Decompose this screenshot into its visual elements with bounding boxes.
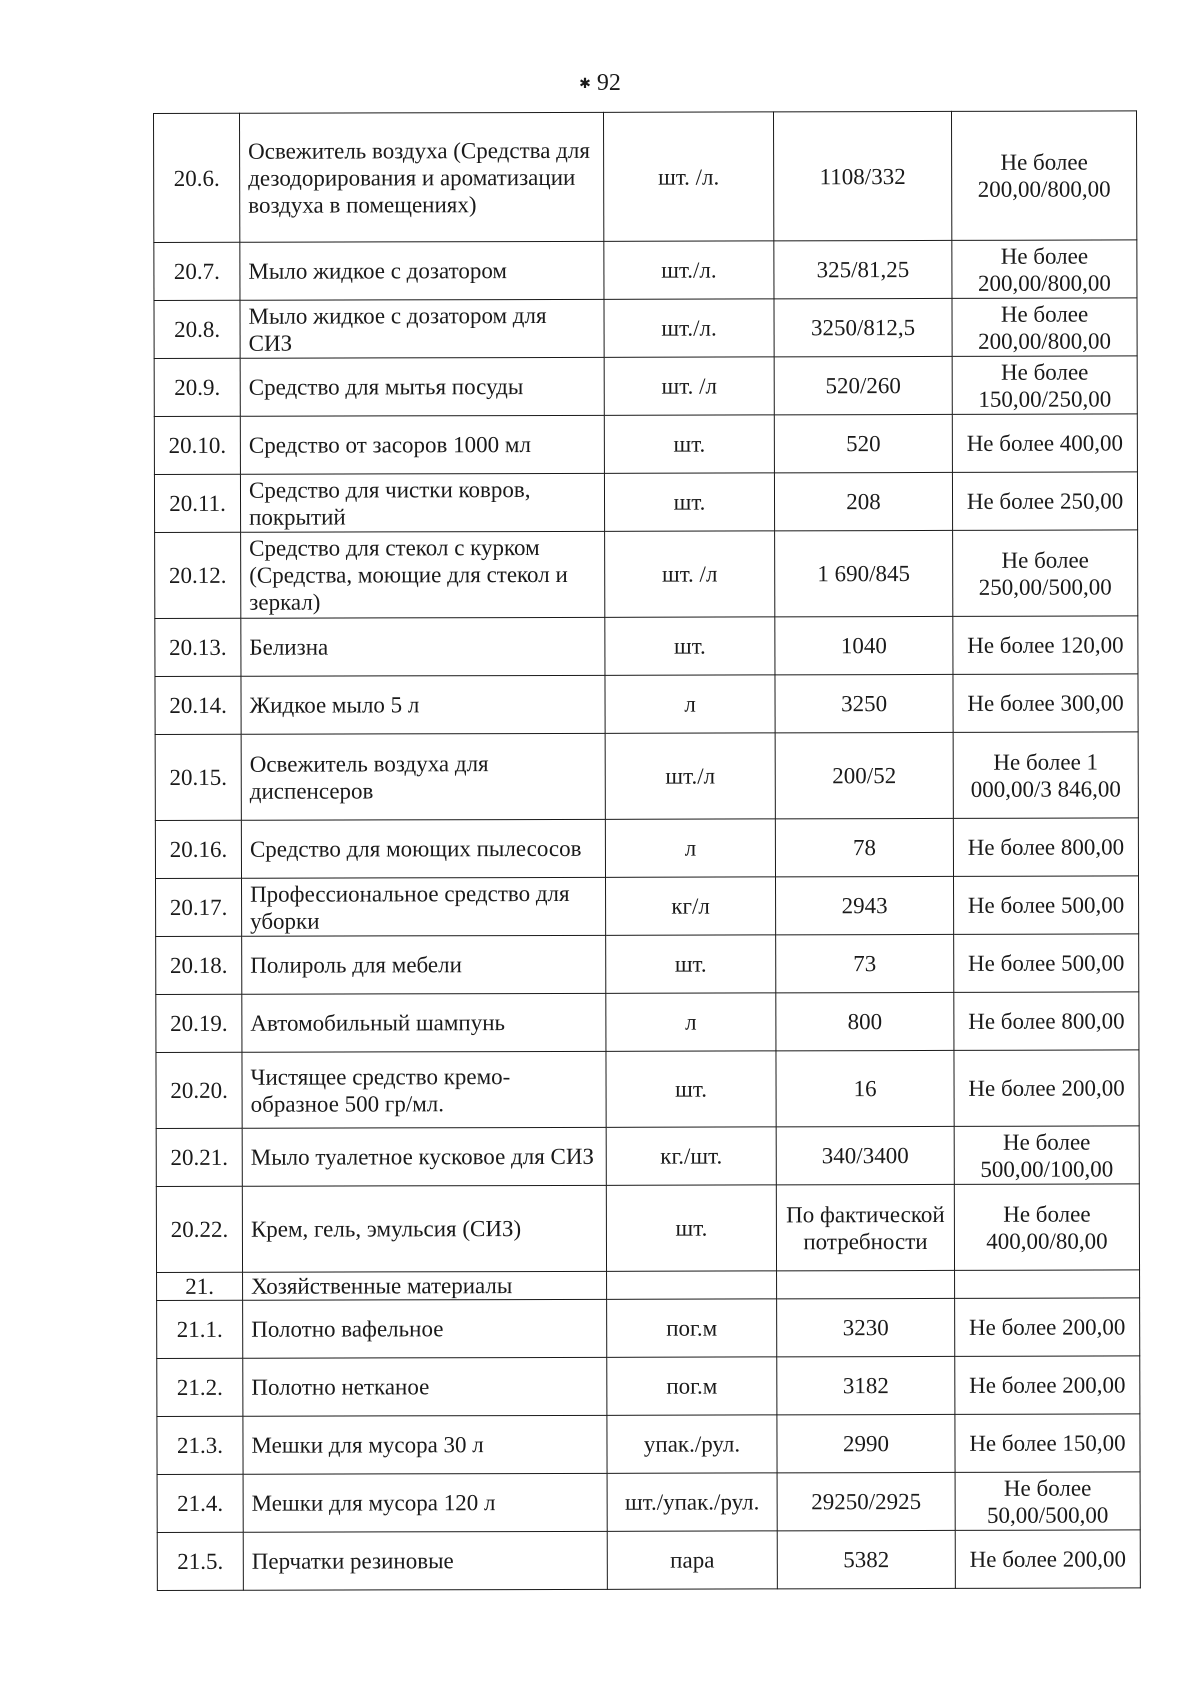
price-limit: Не более 300,00 bbox=[953, 674, 1138, 732]
quantity: 325/81,25 bbox=[774, 240, 952, 298]
quantity: 208 bbox=[774, 472, 952, 530]
table-row bbox=[156, 1050, 1139, 1129]
row-number: 20.15. bbox=[155, 734, 241, 820]
price-limit: Не более 400,00/80,00 bbox=[954, 1184, 1139, 1270]
quantity: 1108/332 bbox=[773, 111, 951, 240]
quantity: 73 bbox=[776, 934, 954, 992]
unit-of-measure: шт. bbox=[606, 1051, 776, 1127]
unit-of-measure: пог.м bbox=[607, 1357, 777, 1415]
row-number: 20.21. bbox=[156, 1128, 242, 1186]
unit-of-measure: шт./л. bbox=[604, 299, 774, 357]
row-number: 20.16. bbox=[155, 820, 241, 878]
item-name: Полотно нетканое bbox=[243, 1357, 607, 1416]
quantity: 520/260 bbox=[774, 356, 952, 414]
unit-of-measure: шт. bbox=[604, 415, 774, 473]
price-limit bbox=[955, 1270, 1140, 1298]
quantity: 2943 bbox=[776, 876, 954, 934]
item-name: Мешки для мусора 30 л bbox=[243, 1415, 607, 1474]
table-row bbox=[154, 298, 1137, 359]
row-number: 21.4. bbox=[157, 1474, 243, 1532]
table-row bbox=[154, 240, 1137, 301]
price-limit: Не более 250,00/500,00 bbox=[953, 530, 1138, 616]
row-number: 21.3. bbox=[157, 1416, 243, 1474]
quantity: 3182 bbox=[777, 1356, 955, 1414]
item-name: Освежитель воздуха для диспенсеров bbox=[241, 733, 605, 820]
row-number: 20.19. bbox=[156, 994, 242, 1052]
quantity: 29250/2925 bbox=[777, 1472, 955, 1530]
row-number: 21. bbox=[157, 1272, 243, 1300]
price-limit: Не более 500,00 bbox=[954, 876, 1139, 934]
unit-of-measure: шт. /л bbox=[604, 357, 774, 415]
quantity: 78 bbox=[775, 818, 953, 876]
item-name: Жидкое мыло 5 л bbox=[241, 675, 605, 734]
table-body bbox=[154, 111, 1141, 1591]
quantity: 3230 bbox=[777, 1298, 955, 1356]
row-number: 21.5. bbox=[157, 1532, 243, 1590]
item-name: Мешки для мусора 120 л bbox=[243, 1473, 607, 1532]
table-row bbox=[156, 876, 1139, 937]
table-row bbox=[157, 1356, 1140, 1417]
quantity bbox=[777, 1270, 955, 1298]
table-row bbox=[157, 1414, 1140, 1475]
price-limit: Не более 120,00 bbox=[953, 616, 1138, 674]
row-number: 20.6. bbox=[154, 113, 240, 242]
price-limit: Не более 800,00 bbox=[953, 818, 1138, 876]
price-limit: Не более 1 000,00/3 846,00 bbox=[953, 732, 1138, 818]
table-row bbox=[156, 1126, 1139, 1187]
item-name: Средство для стекол с курком (Средства, моющие для стекол и зеркал) bbox=[241, 531, 605, 618]
table-row bbox=[154, 111, 1137, 243]
row-number: 20.17. bbox=[156, 878, 242, 936]
item-name: Полотно вафельное bbox=[243, 1299, 607, 1358]
price-limit: Не более 200,00 bbox=[955, 1298, 1140, 1356]
quantity: 5382 bbox=[777, 1530, 955, 1588]
price-limit: Не более 50,00/500,00 bbox=[955, 1472, 1140, 1530]
price-limit: Не более 200,00/800,00 bbox=[952, 298, 1137, 356]
table-row bbox=[155, 732, 1138, 821]
page-number-value: 92 bbox=[596, 70, 621, 96]
item-name: Мыло туалетное кусковое для СИЗ bbox=[242, 1127, 606, 1186]
row-number: 20.8. bbox=[154, 300, 240, 358]
unit-of-measure: шт./л. bbox=[604, 241, 774, 299]
quantity: 2990 bbox=[777, 1414, 955, 1472]
item-name: Средство для чистки ковров, покрытий bbox=[240, 473, 604, 532]
table-row bbox=[155, 674, 1138, 735]
unit-of-measure bbox=[607, 1271, 777, 1299]
quantity: 340/3400 bbox=[776, 1126, 954, 1184]
unit-of-measure: пог.м bbox=[607, 1299, 777, 1357]
item-name: Белизна bbox=[241, 617, 605, 676]
table-row bbox=[157, 1472, 1140, 1533]
table-row bbox=[155, 818, 1138, 879]
unit-of-measure: шт./л bbox=[605, 733, 775, 819]
row-number: 20.9. bbox=[154, 358, 240, 416]
price-limit: Не более 200,00/800,00 bbox=[952, 240, 1137, 298]
price-limit: Не более 250,00 bbox=[952, 472, 1137, 530]
quantity: 3250/812,5 bbox=[774, 298, 952, 356]
unit-of-measure: шт. /л. bbox=[603, 112, 773, 241]
item-name: Средство для моющих пылесосов bbox=[241, 819, 605, 878]
table-row bbox=[156, 992, 1139, 1053]
quantity: 1040 bbox=[775, 616, 953, 674]
quantity: 3250 bbox=[775, 674, 953, 732]
table-row bbox=[155, 616, 1138, 677]
row-number: 21.1. bbox=[157, 1300, 243, 1358]
item-name: Мыло жидкое с дозатором для СИЗ bbox=[240, 299, 604, 358]
unit-of-measure: шт. /л bbox=[605, 531, 775, 617]
quantity: 200/52 bbox=[775, 732, 953, 818]
unit-of-measure: кг./шт. bbox=[606, 1127, 776, 1185]
row-number: 20.7. bbox=[154, 242, 240, 300]
price-limit: Не более 200,00 bbox=[954, 1050, 1139, 1126]
unit-of-measure: л bbox=[606, 993, 776, 1051]
row-number: 20.20. bbox=[156, 1052, 242, 1128]
table-row bbox=[156, 934, 1139, 995]
price-limit: Не более 150,00 bbox=[955, 1414, 1140, 1472]
item-name: Полироль для мебели bbox=[242, 935, 606, 994]
unit-of-measure: шт. bbox=[604, 473, 774, 531]
row-number: 21.2. bbox=[157, 1358, 243, 1416]
item-name: Освежитель воздуха (Средства для дезодорирования и ароматизации воздуха в помещениях) bbox=[240, 112, 604, 242]
row-number: 20.10. bbox=[154, 416, 240, 474]
price-limit: Не более 800,00 bbox=[954, 992, 1139, 1050]
row-number: 20.13. bbox=[155, 618, 241, 676]
row-number: 20.11. bbox=[154, 474, 240, 532]
price-limit: Не более 200,00 bbox=[955, 1530, 1140, 1588]
unit-of-measure: упак./рул. bbox=[607, 1415, 777, 1473]
unit-of-measure: пара bbox=[607, 1531, 777, 1589]
unit-of-measure: шт. bbox=[605, 617, 775, 675]
table-row bbox=[154, 472, 1137, 533]
quantity: 520 bbox=[774, 414, 952, 472]
row-number: 20.22. bbox=[156, 1186, 242, 1272]
row-number: 20.12. bbox=[155, 532, 241, 618]
unit-of-measure: шт./упак./рул. bbox=[607, 1473, 777, 1531]
item-name: Перчатки резиновые bbox=[243, 1531, 607, 1590]
item-name: Автомобильный шампунь bbox=[242, 993, 606, 1052]
stamp-mark-icon: ✱ bbox=[579, 76, 591, 92]
item-name: Чистящее средство кремо-образное 500 гр/мл. bbox=[242, 1051, 606, 1128]
item-name: Крем, гель, эмульсия (СИЗ) bbox=[242, 1185, 606, 1272]
table-row bbox=[154, 414, 1137, 475]
row-number: 20.18. bbox=[156, 936, 242, 994]
price-limit: Не более 500,00 bbox=[954, 934, 1139, 992]
table-row bbox=[155, 530, 1138, 619]
quantity: 1 690/845 bbox=[775, 530, 953, 616]
unit-of-measure: л bbox=[605, 675, 775, 733]
price-limit: Не более 200,00 bbox=[955, 1356, 1140, 1414]
price-limit: Не более 400,00 bbox=[952, 414, 1137, 472]
price-limit: Не более 200,00/800,00 bbox=[951, 111, 1136, 240]
table-row bbox=[157, 1298, 1140, 1359]
page-number bbox=[0, 70, 1200, 97]
table-row bbox=[156, 1184, 1139, 1273]
unit-of-measure: л bbox=[605, 819, 775, 877]
row-number: 20.14. bbox=[155, 676, 241, 734]
item-name: Мыло жидкое с дозатором bbox=[240, 241, 604, 300]
items-table bbox=[153, 110, 1141, 1591]
quantity: 800 bbox=[776, 992, 954, 1050]
unit-of-measure: шт. bbox=[606, 935, 776, 993]
quantity: По фактической потребности bbox=[776, 1184, 954, 1270]
unit-of-measure: кг/л bbox=[606, 877, 776, 935]
item-name: Профессиональное средство для уборки bbox=[242, 877, 606, 936]
table-row bbox=[154, 356, 1137, 417]
quantity: 16 bbox=[776, 1050, 954, 1126]
price-limit: Не более 150,00/250,00 bbox=[952, 356, 1137, 414]
item-name: Хозяйственные материалы bbox=[243, 1271, 607, 1300]
table-row bbox=[157, 1270, 1140, 1301]
item-name: Средство для мытья посуды bbox=[240, 357, 604, 416]
item-name: Средство от засоров 1000 мл bbox=[240, 415, 604, 474]
table-row bbox=[157, 1530, 1140, 1591]
unit-of-measure: шт. bbox=[606, 1185, 776, 1271]
price-limit: Не более 500,00/100,00 bbox=[954, 1126, 1139, 1184]
